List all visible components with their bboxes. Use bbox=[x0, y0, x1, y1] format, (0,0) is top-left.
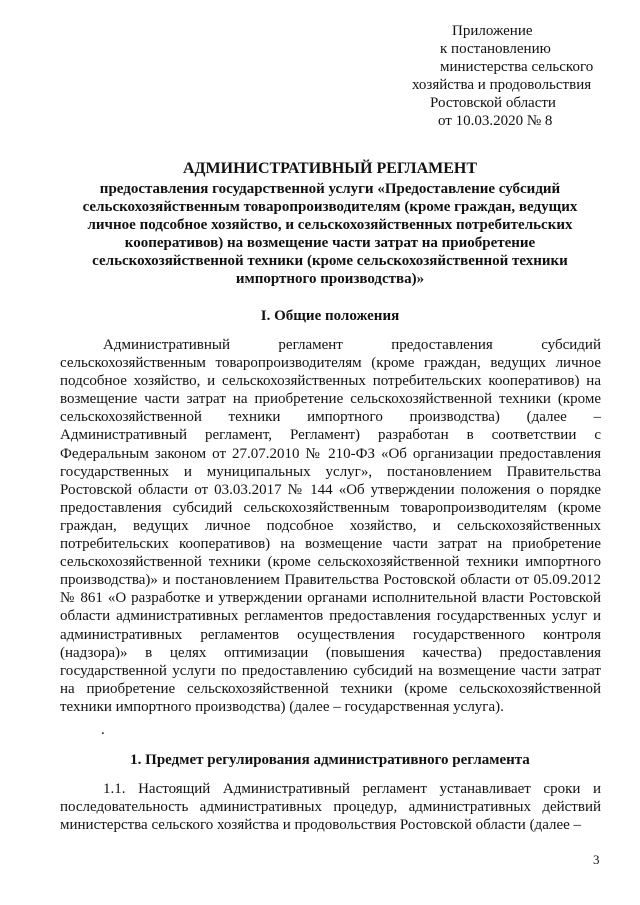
page-number: 3 bbox=[593, 852, 600, 867]
general-provisions-text bbox=[60, 336, 601, 716]
paragraph: 1.1. Настоящий Административный регламент устанавливает сроки и последовательность административных процедур, административных действий министерства сельского хозяйства и продовольствия Ростовской области (далее – bbox=[60, 781, 601, 834]
appendix-note bbox=[400, 22, 620, 130]
appendix-line: хозяйства и продовольствия bbox=[412, 77, 592, 93]
appendix-line: от 10.03.2020 № 8 bbox=[438, 113, 553, 129]
paragraph: Административный регламент предоставления субсидий сельскохозяйственным товаропроизводителям (кроме граждан, ведущих личное подсобное хозяйство, и сельскохозяйственных потребительских кооперативов) на возмещение части затрат на приобретение сельскохозяйственной техники (кроме сельскохозяйственной техники импортного производства) (далее – Административный регламент, Регламент) разработан в соответствии с Федеральным законом от 27.07.2010 № 210-ФЗ «Об организации предоставления государственных и муниципальных услуг», постановлением Правительства Ростовской области от 03.03.2017 № 144 «Об утверждении положения о порядке предоставления субсидий сельскохозяйственным товаропроизводителям (кроме граждан, ведущих личное подсобное хозяйство, и сельскохозяйственных потребительских кооперативов) на возмещение части затрат на приобретение сельскохозяйственной техники (кроме сельскохозяйственной техники импортного производства)» и постановлением Правительства Ростовской области от 05.09.2012 № 861 «О разработке и утверждении органами исполнительной власти Ростовской области административных регламентов предоставления государственных услуг и административных регламентов осуществления государственного контроля (надзора)» в целях оптимизации (повышения качества) предоставления государственной услуги по предоставлению субсидий на возмещение части затрат на приобретение сельскохозяйственной техники (кроме сельскохозяйственной техники импортного производства) (далее – государственная услуга). bbox=[60, 337, 601, 715]
section-heading-subject: 1. Предмет регулирования административного регламента bbox=[130, 752, 530, 768]
appendix-line: Ростовской области bbox=[430, 95, 556, 111]
document-title: АДМИНИСТРАТИВНЫЙ РЕГЛАМЕНТ bbox=[182, 160, 478, 177]
section-heading-general: I. Общие положения bbox=[260, 308, 400, 324]
stray-mark: . bbox=[101, 722, 105, 738]
appendix-line: Приложение bbox=[452, 23, 533, 39]
document-subtitle: предоставления государственной услуги «Предоставление субсидий сельскохозяйственным товаропроизводителям (кроме граждан, ведущих личное подсобное хозяйство, и сельскохозяйственных потребительских кооперативов) на возмещение части затрат на приобретение сельскохозяйственной техники (кроме сельскохозяйственной техники импортного производства)» bbox=[82, 181, 578, 287]
document-title-block bbox=[60, 160, 600, 288]
subject-regulation-text bbox=[60, 780, 601, 834]
appendix-line: министерства сельского bbox=[440, 59, 594, 75]
appendix-line: к постановлению bbox=[440, 41, 551, 57]
